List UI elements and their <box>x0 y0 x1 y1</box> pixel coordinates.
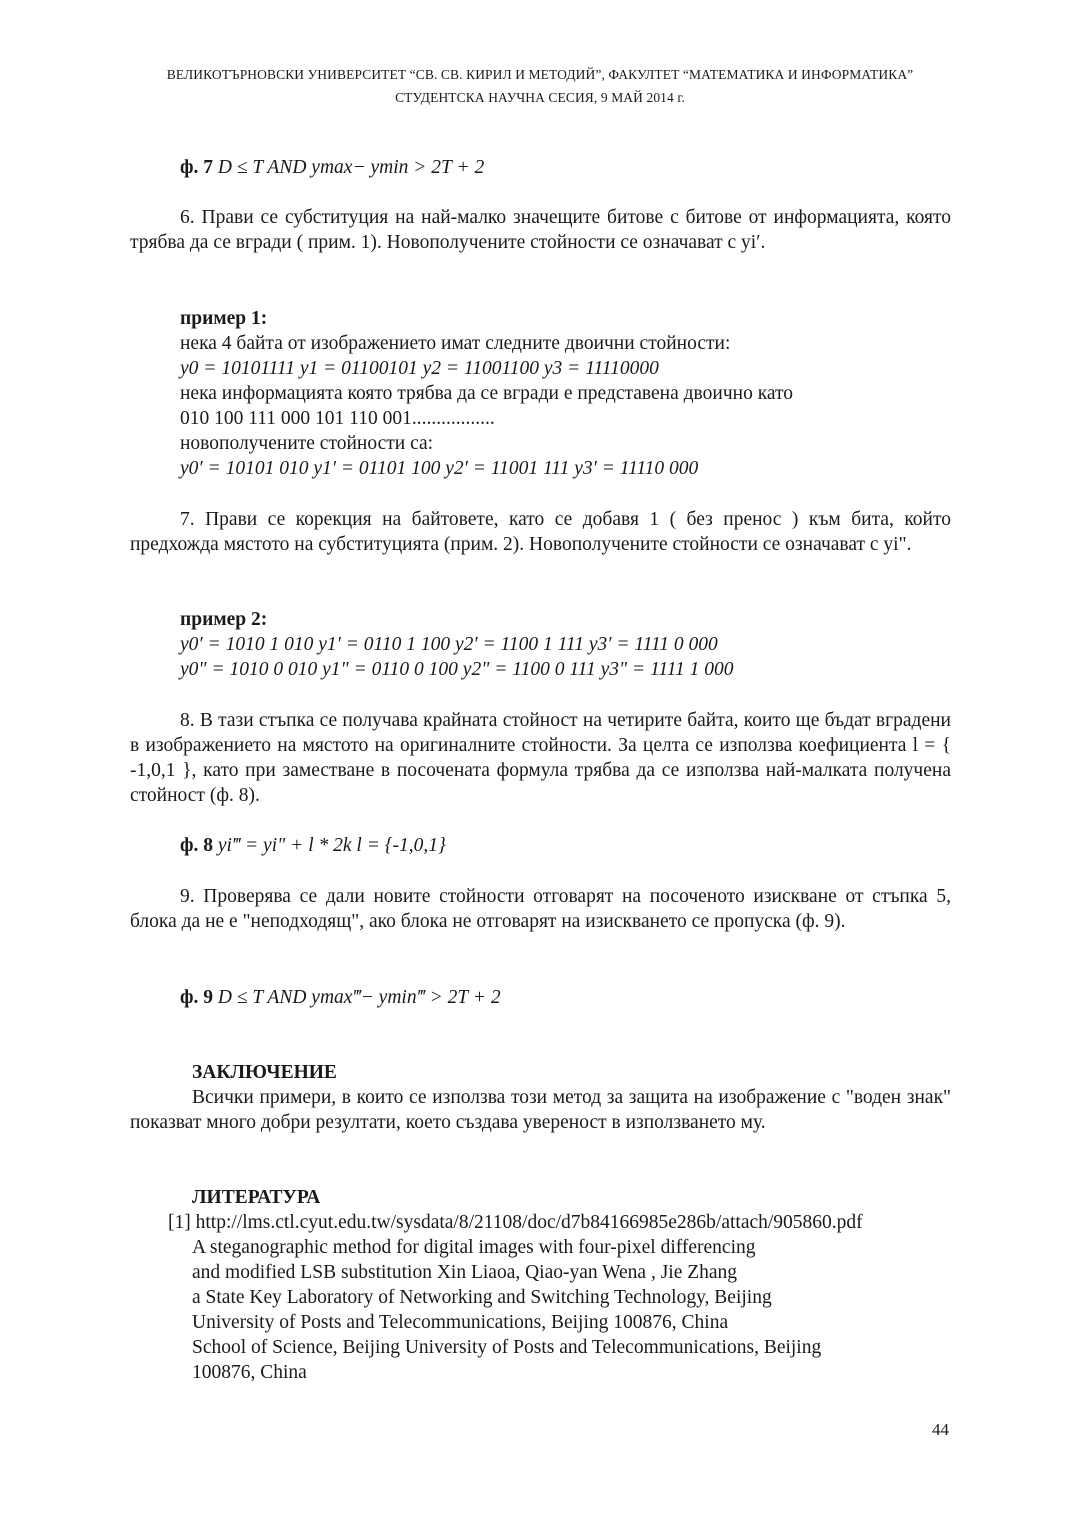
formula-7-label: ф. 7 <box>180 157 213 178</box>
example-2-title: пример 2: <box>180 609 268 630</box>
example-1-line-6: y0′ = 10101 010 y1′ = 01101 100 y2′ = 11001 111 y3′ = 11110 000 <box>180 458 699 479</box>
step-8-paragraph: 8. В тази стъпка се получава крайната стойност на четирите байта, които ще бъдат вградени в изображението на мястото на оригиналните стойности. За целта се използва коефициента l = { -1,0,1 }, като при заместване в посочената формула трябва да се използва най-малката получена стойност (ф. 8). <box>130 710 951 806</box>
formula-9-text: D ≤ T AND ymax‴− ymin‴ > 2T + 2 <box>217 987 501 1008</box>
header-line-1: ВЕЛИКОТЪРНОВСКИ УНИВЕРСИТЕТ “СВ. СВ. КИРИЛ И МЕТОДИЙ”, ФАКУЛТЕТ “МАТЕМАТИКА И ИНФОРМАТИКА” <box>166 67 914 82</box>
reference-line: A steganographic method for digital images with four-pixel differencing <box>192 1237 756 1258</box>
example-2 <box>180 607 267 632</box>
example-1-line-3: нека информацията която трябва да се вгради е представена двоично като <box>180 383 794 404</box>
formula-9 <box>180 985 501 1010</box>
example-2-line-2: y0" = 1010 0 010 y1" = 0110 0 100 y2" = 1100 0 111 y3" = 1111 1 000 <box>180 659 734 680</box>
reference-line: and modified LSB substitution Xin Liaoa, Qiao-yan Wena , Jie Zhang <box>192 1262 738 1283</box>
example-1-line-1: нека 4 байта от изображението имат следните двоични стойности: <box>180 333 731 354</box>
formula-7 <box>180 155 484 180</box>
formula-7-text: D ≤ T AND ymax− ymin > 2T + 2 <box>217 157 485 178</box>
example-1-title: пример 1: <box>180 308 268 329</box>
reference-line: a State Key Laboratory of Networking and Switching Technology, Beijing <box>192 1287 772 1308</box>
page-number: 44 <box>932 1420 949 1439</box>
conclusion-heading: ЗАКЛЮЧЕНИЕ <box>192 1062 337 1083</box>
reference-line: University of Posts and Telecommunications, Beijing 100876, China <box>192 1312 729 1333</box>
step-6-paragraph: 6. Прави се субституция на най-малко значещите битове с битове от информацията, която трябва да се вгради ( прим. 1). Новополучените стойности се означават с yi′. <box>130 207 951 253</box>
formula-8-text: yi‴ = yi" + l * 2k l = {-1,0,1} <box>217 835 446 856</box>
example-2-line-1: y0′ = 1010 1 010 y1′ = 0110 1 100 y2′ = 1100 1 111 y3′ = 1111 0 000 <box>180 634 718 655</box>
running-header <box>0 63 1080 109</box>
step-7-paragraph: 7. Прави се корекция на байтовете, като се добавя 1 ( без пренос ) към бита, който предхожда мястото на субституцията (прим. 2). Новополучените стойности се означават с yi". <box>130 509 951 555</box>
reference-line: 100876, China <box>192 1362 307 1383</box>
header-line-2: СТУДЕНТСКА НАУЧНА СЕСИЯ, 9 МАЙ 2014 г. <box>395 90 685 105</box>
formula-8-label: ф. 8 <box>180 835 213 856</box>
reference-line: School of Science, Beijing University of Posts and Telecommunications, Beijing <box>192 1337 822 1358</box>
step-9-paragraph: 9. Проверява се дали новите стойности отговарят на посоченото изискване от стъпка 5, блока да не е "неподходящ", ако блока не отговарят на изискването се пропуска (ф. 9). <box>130 886 951 932</box>
example-1-line-5: новополучените стойности са: <box>180 433 434 454</box>
example-1-line-2: y0 = 10101111 y1 = 01100101 y2 = 11001100 y3 = 11110000 <box>180 358 659 379</box>
example-1 <box>180 306 267 331</box>
reference-1: [1] http://lms.ctl.cyut.edu.tw/sysdata/8/21108/doc/d7b84166985e286b/attach/905860.pdf <box>168 1212 863 1233</box>
example-1-line-4: 010 100 111 000 101 110 001................. <box>180 408 495 429</box>
references-heading: ЛИТЕРАТУРА <box>192 1187 321 1208</box>
conclusion-paragraph: Всички примери, в които се използва този метод за защита на изображение с "воден знак" показват много добри резултати, което създава увереност в използването му. <box>130 1087 951 1133</box>
formula-9-label: ф. 9 <box>180 987 213 1008</box>
formula-8 <box>180 833 446 858</box>
